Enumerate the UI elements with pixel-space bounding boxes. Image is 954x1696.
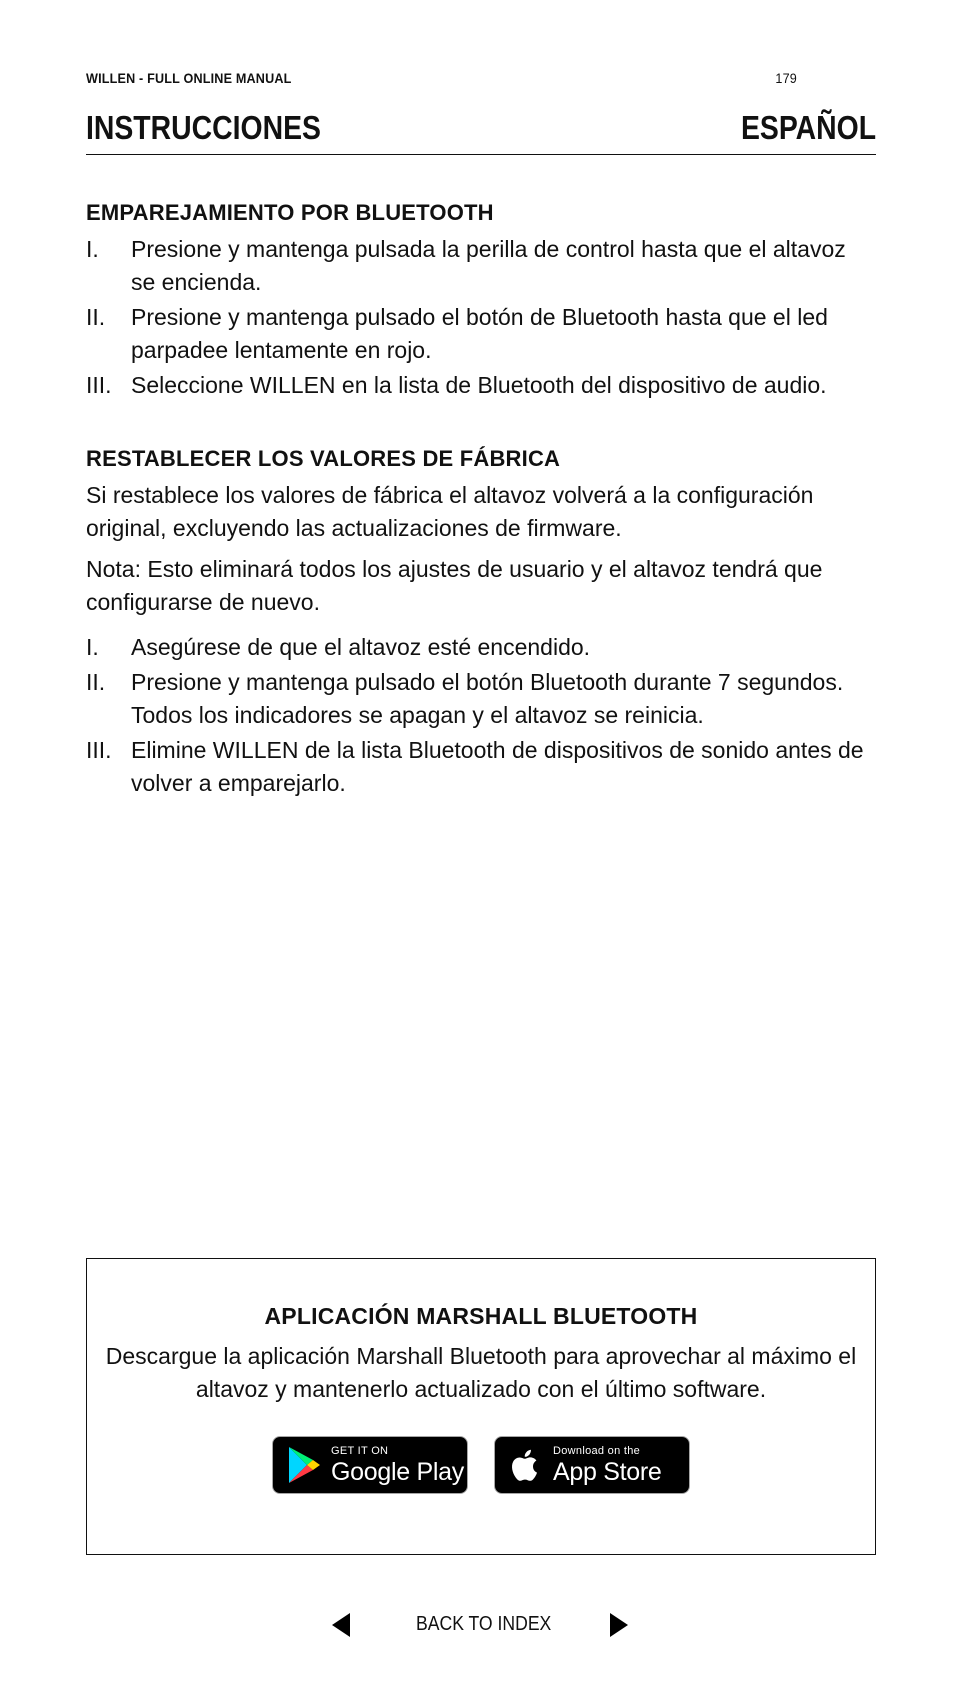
step-number: I. [86, 236, 99, 262]
app-promo-text: Descargue la aplicación Marshall Bluetooth para aprovechar al máximo el altavoz y mantenerlo actualizado con el último software. [105, 1343, 857, 1402]
google-play-button[interactable] [272, 1436, 468, 1494]
section-title: INSTRUCCIONES [86, 109, 321, 146]
list-item [86, 301, 876, 367]
arrow-right-icon[interactable] [608, 1611, 630, 1639]
step-number: II. [86, 304, 106, 330]
back-to-index-link[interactable]: BACK TO INDEX [416, 1613, 552, 1635]
app-store-button[interactable] [494, 1436, 690, 1494]
app-store-small-label: Download on the [553, 1444, 641, 1457]
step-text: Presione y mantenga pulsado el botón de Bluetooth hasta que el led parpadee lentamente en rojo. [131, 304, 828, 363]
factory-reset-description: Si restablece los valores de fábrica el altavoz volverá a la configuración original, excluyendo las actualizaciones de firmware. [86, 482, 814, 541]
manual-title: WILLEN - FULL ONLINE MANUAL [86, 70, 292, 86]
step-number: I. [86, 634, 99, 660]
google-play-small-label: GET IT ON [331, 1444, 389, 1457]
factory-reset-heading: RESTABLECER LOS VALORES DE FÁBRICA [86, 446, 561, 471]
step-number: III. [86, 372, 112, 398]
step-text: Elimine WILLEN de la lista Bluetooth de dispositivos de sonido antes de volver a emparejarlo. [131, 737, 864, 796]
apple-icon [507, 1445, 545, 1485]
list-item [86, 631, 876, 664]
running-header [86, 70, 797, 86]
page-navigation [86, 1605, 876, 1645]
app-store-label: App Store [553, 1457, 662, 1486]
list-item [86, 734, 876, 800]
language-label: ESPAÑOL [740, 109, 876, 146]
step-text: Asegúrese de que el altavoz esté encendido. [131, 634, 591, 660]
bluetooth-pairing-steps [86, 233, 876, 402]
bluetooth-pairing-heading: EMPAREJAMIENTO POR BLUETOOTH [86, 200, 494, 225]
title-row [86, 108, 876, 155]
google-play-label: Google Play [331, 1457, 464, 1486]
bluetooth-pairing-section [86, 196, 876, 402]
factory-reset-section [86, 442, 876, 800]
step-number: III. [86, 737, 112, 763]
factory-reset-note: Nota: Esto eliminará todos los ajustes de usuario y el altavoz tendrá que configurarse de nuevo. [86, 556, 823, 615]
factory-reset-steps [86, 631, 876, 800]
step-text: Presione y mantenga pulsado el botón Bluetooth durante 7 segundos. Todos los indicadores se apagan y el altavoz se reinicia. [131, 669, 844, 728]
app-promo-box [86, 1258, 876, 1555]
manual-page [86, 0, 876, 1696]
list-item [86, 369, 876, 402]
list-item [86, 666, 876, 732]
list-item [86, 233, 876, 299]
store-badges [87, 1436, 875, 1494]
google-play-icon [285, 1445, 323, 1485]
step-number: II. [86, 669, 106, 695]
main-content [86, 196, 876, 802]
page-number: 179 [775, 70, 797, 86]
arrow-left-icon[interactable] [330, 1611, 352, 1639]
app-promo-heading: APLICACIÓN MARSHALL BLUETOOTH [264, 1303, 698, 1329]
step-text: Presione y mantenga pulsada la perilla de control hasta que el altavoz se encienda. [131, 236, 846, 295]
step-text: Seleccione WILLEN en la lista de Bluetooth del dispositivo de audio. [131, 372, 827, 398]
